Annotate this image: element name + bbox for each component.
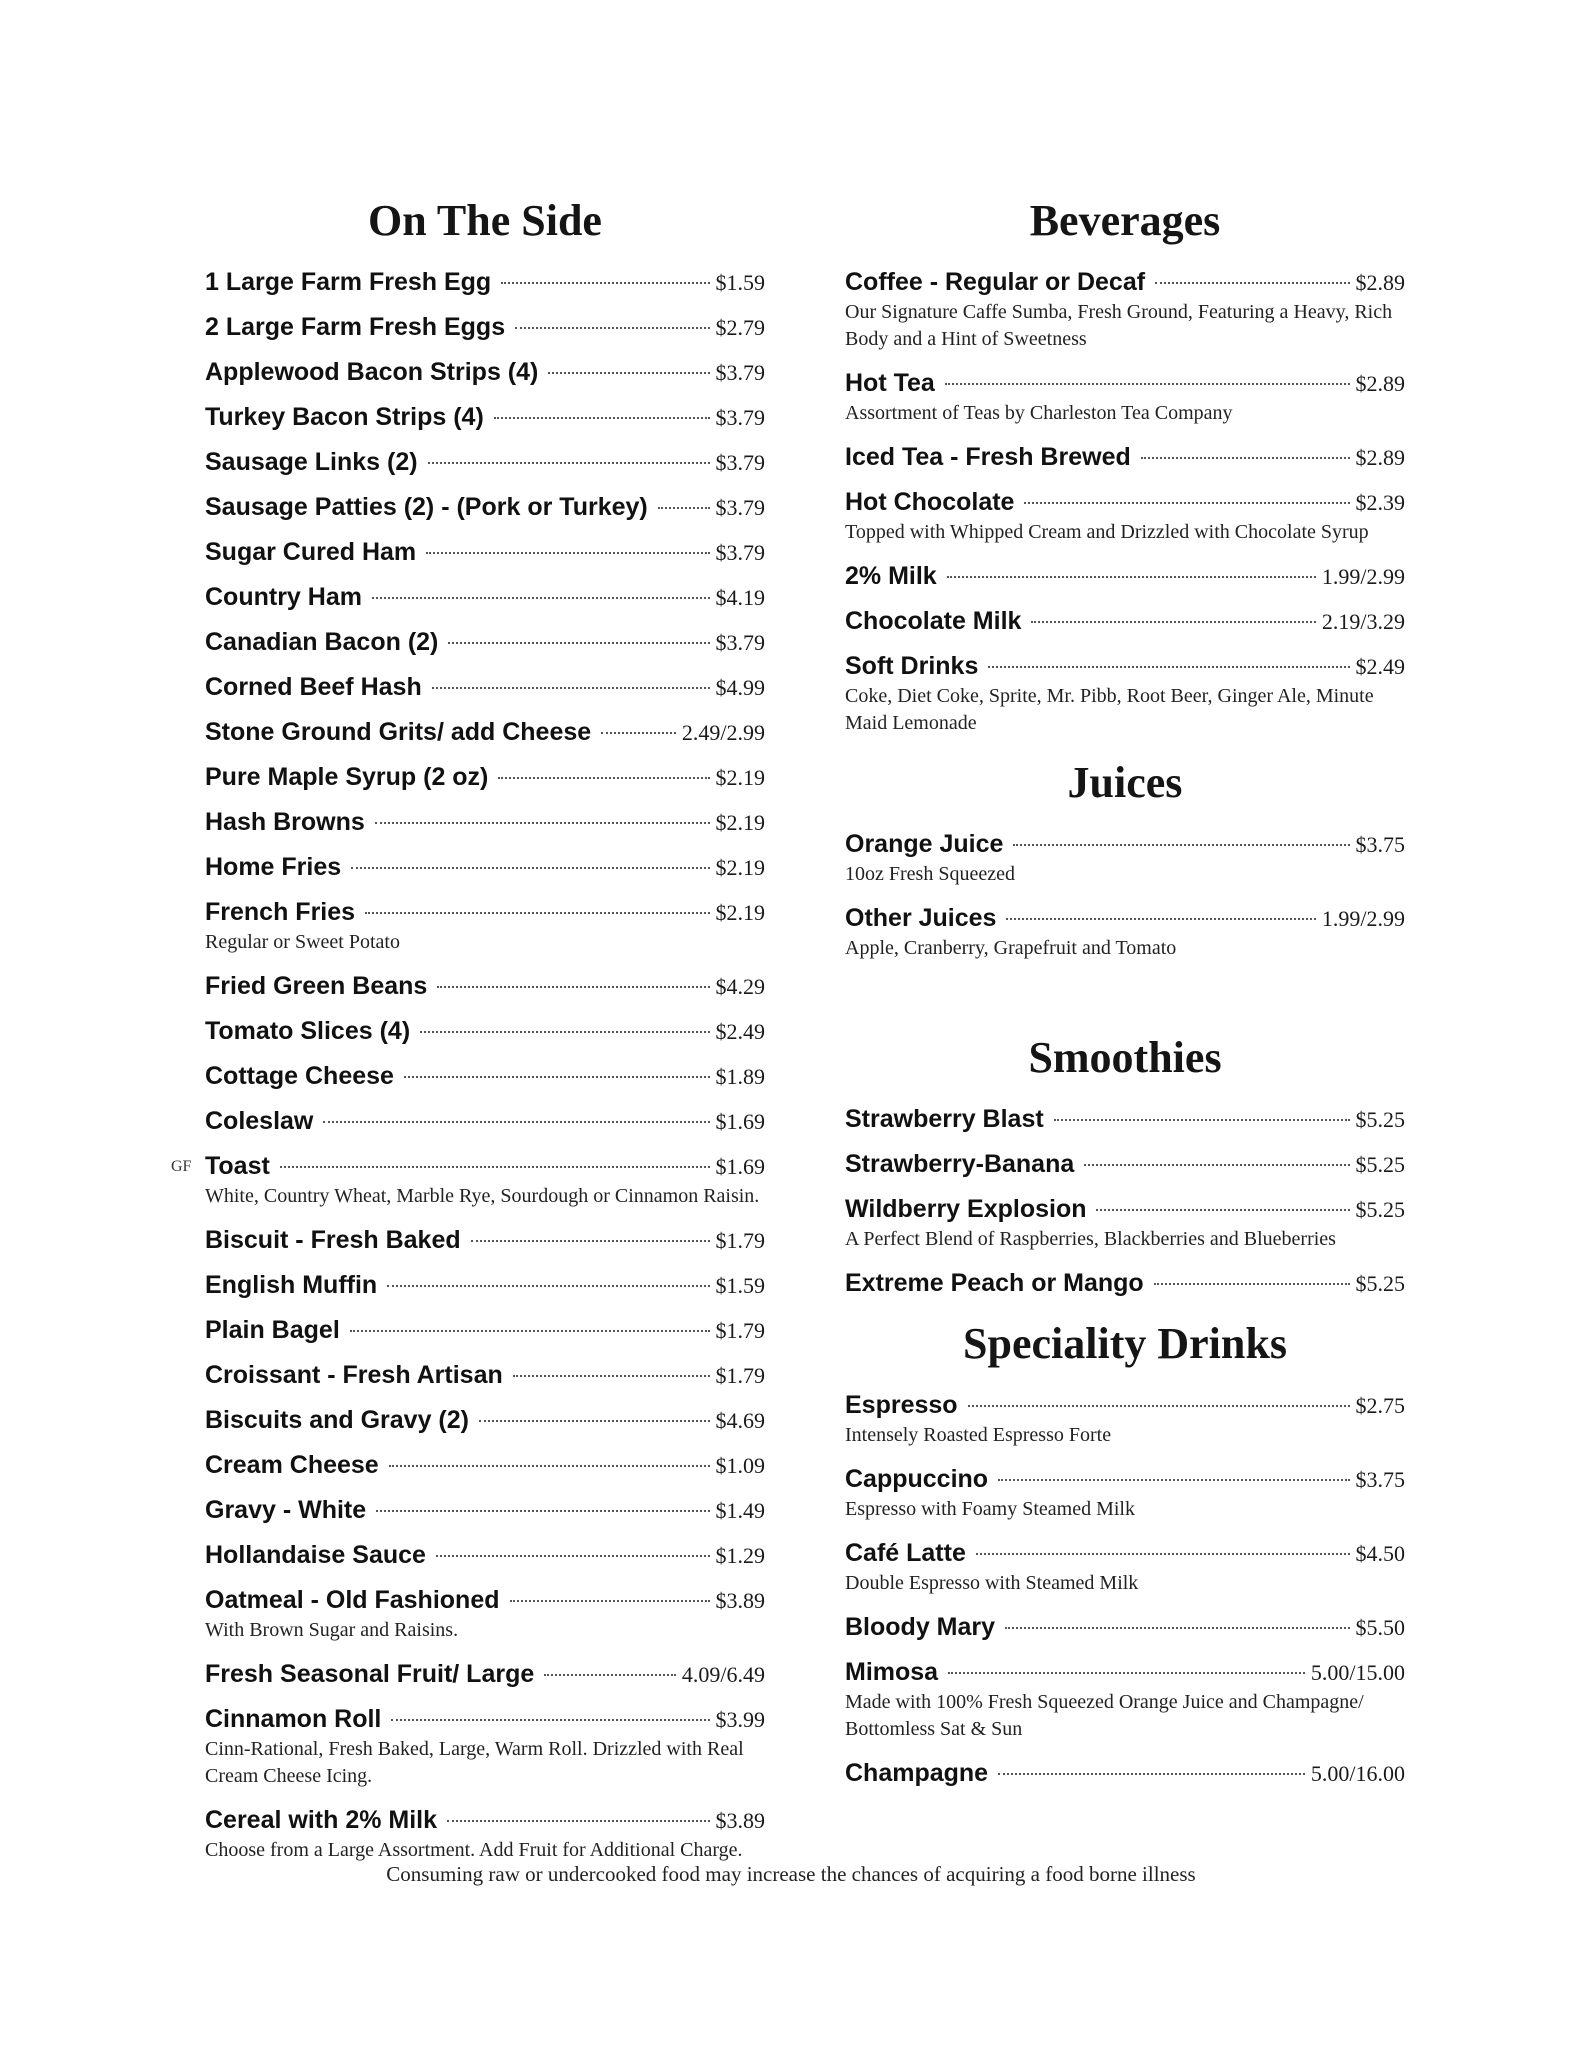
item-price: 5.00/16.00 <box>1310 1761 1405 1786</box>
item-price: $3.75 <box>1355 1467 1405 1492</box>
dot-leader <box>1096 1209 1349 1211</box>
section-title: On The Side <box>368 196 602 245</box>
menu-item <box>205 1226 765 1255</box>
item-price: $4.99 <box>715 675 765 700</box>
menu-item <box>845 1465 1405 1523</box>
menu-item <box>205 628 765 657</box>
dot-leader <box>658 507 710 509</box>
dot-leader <box>1006 918 1315 920</box>
section-speciality-drinks <box>845 1318 1405 1788</box>
item-description: Coke, Diet Coke, Sprite, Mr. Pibb, Root Beer, Ginger Ale, Minute Maid Lemonade <box>845 685 1374 734</box>
section-title: Smoothies <box>1028 1033 1222 1082</box>
item-name: Pure Maple Syrup (2 oz) <box>205 763 489 791</box>
item-price: $1.89 <box>715 1064 765 1089</box>
dot-leader <box>1054 1119 1350 1121</box>
item-price: $3.79 <box>715 630 765 655</box>
item-description: Assortment of Teas by Charleston Tea Company <box>845 402 1233 424</box>
item-name: Extreme Peach or Mango <box>845 1269 1144 1297</box>
dot-leader <box>471 1240 710 1242</box>
item-price: $5.25 <box>1355 1107 1405 1132</box>
item-name: 1 Large Farm Fresh Egg <box>205 268 492 296</box>
item-description: Our Signature Caffe Sumba, Fresh Ground, Featuring a Heavy, Rich Body and a Hint of Sweetness <box>845 301 1393 350</box>
item-price: $4.19 <box>715 585 765 610</box>
item-price: $5.25 <box>1355 1271 1405 1296</box>
item-price: $1.29 <box>715 1543 765 1568</box>
section-on-the-side <box>171 195 765 1864</box>
menu-item <box>205 1361 765 1390</box>
food-safety-disclaimer: Consuming raw or undercooked food may increase the chances of acquiring a food borne illness <box>386 1862 1196 1886</box>
menu-item <box>845 830 1405 888</box>
dot-leader <box>513 1375 710 1377</box>
dot-leader <box>515 327 709 329</box>
dot-leader <box>437 986 709 988</box>
item-name: Oatmeal - Old Fashioned <box>205 1586 500 1614</box>
item-description: Intensely Roasted Espresso Forte <box>845 1424 1112 1446</box>
item-price: 2.19/3.29 <box>1321 609 1405 634</box>
menu-item <box>205 898 765 956</box>
dot-leader <box>350 1330 710 1332</box>
menu-item <box>205 313 765 342</box>
left-column <box>171 195 765 1884</box>
dot-leader <box>548 372 709 374</box>
item-price: 4.09/6.49 <box>681 1662 765 1687</box>
dot-leader <box>479 1420 710 1422</box>
dot-leader <box>945 383 1350 385</box>
item-name: Strawberry-Banana <box>845 1150 1075 1178</box>
item-name: Home Fries <box>205 853 342 881</box>
dot-leader <box>432 687 710 689</box>
item-price: $4.50 <box>1355 1541 1405 1566</box>
menu-item <box>845 1105 1405 1134</box>
item-price: $3.89 <box>715 1808 765 1833</box>
menu-item <box>205 1062 765 1091</box>
item-description: Double Espresso with Steamed Milk <box>845 1572 1139 1594</box>
item-price: $1.69 <box>715 1154 765 1179</box>
item-name: Sausage Links (2) <box>205 448 418 476</box>
section-title: Juices <box>1067 758 1183 807</box>
menu-item <box>205 763 765 792</box>
right-column <box>845 195 1405 1808</box>
menu-item <box>845 1613 1405 1642</box>
item-description: A Perfect Blend of Raspberries, Blackberries and Blueberries <box>845 1228 1336 1250</box>
item-price: $3.75 <box>1355 832 1405 857</box>
dot-leader <box>498 777 709 779</box>
item-name: Hot Chocolate <box>845 488 1015 516</box>
item-name: Bloody Mary <box>845 1613 996 1641</box>
section-juices <box>845 757 1405 962</box>
item-price: $3.79 <box>715 360 765 385</box>
item-name: Canadian Bacon (2) <box>205 628 439 656</box>
item-description: With Brown Sugar and Raisins. <box>205 1619 459 1641</box>
dot-leader <box>998 1479 1349 1481</box>
item-description: Espresso with Foamy Steamed Milk <box>845 1498 1135 1520</box>
item-name: Other Juices <box>845 904 997 932</box>
dot-leader <box>280 1166 710 1168</box>
item-price: 5.00/15.00 <box>1310 1660 1405 1685</box>
menu-item <box>845 443 1405 472</box>
item-description: Regular or Sweet Potato <box>205 931 400 953</box>
item-name: Country Ham <box>205 583 362 611</box>
dot-leader <box>544 1674 676 1676</box>
item-name: Strawberry Blast <box>845 1105 1044 1133</box>
dot-leader <box>1013 844 1349 846</box>
item-name: Biscuit - Fresh Baked <box>205 1226 461 1254</box>
menu-item <box>205 808 765 837</box>
item-name: Champagne <box>845 1759 989 1787</box>
menu-item <box>205 538 765 567</box>
item-name: Cappuccino <box>845 1465 989 1493</box>
dot-leader <box>447 1820 709 1822</box>
item-price: 1.99/2.99 <box>1321 564 1405 589</box>
dot-leader <box>968 1405 1350 1407</box>
item-name: Sugar Cured Ham <box>205 538 417 566</box>
dot-leader <box>436 1555 710 1557</box>
item-price: $1.69 <box>715 1109 765 1134</box>
item-name: Espresso <box>845 1391 958 1419</box>
section-title: Speciality Drinks <box>963 1319 1287 1368</box>
menu-item <box>205 1541 765 1570</box>
item-description: 10oz Fresh Squeezed <box>845 863 1015 885</box>
menu-item <box>845 268 1405 353</box>
item-name: Cottage Cheese <box>205 1062 394 1090</box>
item-name: English Muffin <box>205 1271 378 1299</box>
dot-leader <box>1141 457 1350 459</box>
menu-item <box>205 1451 765 1480</box>
menu-item <box>205 268 765 297</box>
dot-leader <box>501 282 709 284</box>
item-price: $2.79 <box>715 315 765 340</box>
menu-item <box>205 718 765 747</box>
menu-item <box>205 1406 765 1435</box>
menu-item <box>205 1705 765 1790</box>
item-price: $2.75 <box>1355 1393 1405 1418</box>
dot-leader <box>420 1031 709 1033</box>
dot-leader <box>1155 282 1349 284</box>
item-price: $3.79 <box>715 495 765 520</box>
section-beverages <box>845 195 1405 737</box>
dot-leader <box>601 732 676 734</box>
menu-item <box>205 1806 765 1864</box>
item-name: Stone Ground Grits/ add Cheese <box>205 718 592 746</box>
menu-item <box>845 1150 1405 1179</box>
item-price: 2.49/2.99 <box>681 720 765 745</box>
menu-item <box>205 1496 765 1525</box>
item-price: $3.89 <box>715 1588 765 1613</box>
item-name: Wildberry Explosion <box>845 1195 1087 1223</box>
item-name: Café Latte <box>845 1539 966 1567</box>
menu-item <box>205 403 765 432</box>
menu-item <box>205 493 765 522</box>
item-name: Tomato Slices (4) <box>205 1017 411 1045</box>
item-price: $1.49 <box>715 1498 765 1523</box>
item-price: $1.79 <box>715 1363 765 1388</box>
dot-leader <box>1005 1627 1349 1629</box>
item-name: Iced Tea - Fresh Brewed <box>845 443 1131 471</box>
item-price: $2.89 <box>1355 270 1405 295</box>
menu-item <box>845 1759 1405 1788</box>
item-name: Fried Green Beans <box>205 972 428 1000</box>
menu-item <box>171 1152 765 1210</box>
item-price: $2.39 <box>1355 490 1405 515</box>
menu-item <box>205 1660 765 1689</box>
item-price: $2.89 <box>1355 445 1405 470</box>
menu-item <box>205 1017 765 1046</box>
item-price: $5.25 <box>1355 1197 1405 1222</box>
gluten-free-tag: GF <box>171 1158 192 1175</box>
item-price: $4.29 <box>715 974 765 999</box>
menu-item <box>845 904 1405 962</box>
item-description: Made with 100% Fresh Squeezed Orange Juice and Champagne/ Bottomless Sat & Sun <box>845 1691 1364 1740</box>
menu-item <box>845 1539 1405 1597</box>
menu-item <box>845 1195 1405 1253</box>
dot-leader <box>1084 1164 1349 1166</box>
menu-item <box>205 1316 765 1345</box>
item-price: $3.99 <box>715 1707 765 1732</box>
item-name: Cereal with 2% Milk <box>205 1806 438 1834</box>
menu-item <box>205 853 765 882</box>
item-price: $1.79 <box>715 1318 765 1343</box>
item-price: $5.50 <box>1355 1615 1405 1640</box>
dot-leader <box>404 1076 710 1078</box>
dot-leader <box>448 642 709 644</box>
item-price: $3.79 <box>715 405 765 430</box>
dot-leader <box>428 462 710 464</box>
item-price: $4.69 <box>715 1408 765 1433</box>
item-name: Hollandaise Sauce <box>205 1541 426 1569</box>
item-name: French Fries <box>205 898 356 926</box>
menu-item <box>845 369 1405 427</box>
item-name: Biscuits and Gravy (2) <box>205 1406 469 1434</box>
item-price: $3.79 <box>715 540 765 565</box>
item-name: Gravy - White <box>205 1496 367 1524</box>
dot-leader <box>948 1672 1305 1674</box>
menu-item <box>205 1586 765 1644</box>
item-name: Orange Juice <box>845 830 1004 858</box>
item-name: Coffee - Regular or Decaf <box>845 268 1146 296</box>
item-name: Coleslaw <box>205 1107 314 1135</box>
item-name: Sausage Patties (2) - (Pork or Turkey) <box>205 493 648 521</box>
menu-item <box>205 972 765 1001</box>
item-name: Turkey Bacon Strips (4) <box>205 403 484 431</box>
dot-leader <box>976 1553 1350 1555</box>
item-name: Chocolate Milk <box>845 607 1022 635</box>
item-name: Toast <box>205 1152 270 1180</box>
menu-item <box>205 583 765 612</box>
item-price: $2.19 <box>715 765 765 790</box>
menu-item <box>845 1658 1405 1743</box>
item-name: Hash Browns <box>205 808 365 836</box>
item-description: Apple, Cranberry, Grapefruit and Tomato <box>845 937 1177 959</box>
item-price: $1.79 <box>715 1228 765 1253</box>
menu-item <box>205 673 765 702</box>
dot-leader <box>494 417 710 419</box>
item-name: Plain Bagel <box>205 1316 340 1344</box>
item-price: $3.79 <box>715 450 765 475</box>
item-name: Corned Beef Hash <box>205 673 422 701</box>
item-name: Applewood Bacon Strips (4) <box>205 358 539 386</box>
item-name: Mimosa <box>845 1658 939 1686</box>
dot-leader <box>1154 1283 1350 1285</box>
item-name: Soft Drinks <box>845 652 979 680</box>
dot-leader <box>351 867 709 869</box>
dot-leader <box>947 576 1316 578</box>
dot-leader <box>391 1719 709 1721</box>
item-name: Fresh Seasonal Fruit/ Large <box>205 1660 535 1688</box>
item-name: Hot Tea <box>845 369 935 397</box>
dot-leader <box>988 666 1349 668</box>
item-name: Cinnamon Roll <box>205 1705 382 1733</box>
dot-leader <box>323 1121 709 1123</box>
item-price: $2.89 <box>1355 371 1405 396</box>
menu-item <box>845 1269 1405 1298</box>
dot-leader <box>387 1285 709 1287</box>
menu-item <box>845 1391 1405 1449</box>
dot-leader <box>365 912 709 914</box>
menu-item <box>845 488 1405 546</box>
item-description: White, Country Wheat, Marble Rye, Sourdough or Cinnamon Raisin. <box>205 1185 760 1207</box>
dot-leader <box>510 1600 710 1602</box>
menu-item <box>845 652 1405 737</box>
item-price: 1.99/2.99 <box>1321 906 1405 931</box>
item-price: $5.25 <box>1355 1152 1405 1177</box>
menu-item <box>205 448 765 477</box>
item-price: $1.59 <box>715 1273 765 1298</box>
dot-leader <box>1024 502 1349 504</box>
item-name: 2% Milk <box>845 562 937 590</box>
item-price: $2.19 <box>715 900 765 925</box>
menu-item <box>205 358 765 387</box>
item-price: $2.49 <box>715 1019 765 1044</box>
item-price: $1.09 <box>715 1453 765 1478</box>
item-name: Croissant - Fresh Artisan <box>205 1361 503 1389</box>
menu-item <box>845 562 1405 591</box>
menu-item <box>205 1107 765 1136</box>
dot-leader <box>998 1773 1305 1775</box>
item-description: Choose from a Large Assortment. Add Fruit for Additional Charge. <box>205 1839 743 1861</box>
item-price: $2.19 <box>715 810 765 835</box>
menu-item <box>205 1271 765 1300</box>
item-description: Topped with Whipped Cream and Drizzled with Chocolate Syrup <box>845 521 1369 543</box>
item-name: 2 Large Farm Fresh Eggs <box>205 313 506 341</box>
section-smoothies <box>845 1032 1405 1298</box>
dot-leader <box>372 597 710 599</box>
dot-leader <box>426 552 709 554</box>
item-price: $2.19 <box>715 855 765 880</box>
dot-leader <box>376 1510 709 1512</box>
menu-item <box>845 607 1405 636</box>
dot-leader <box>375 822 710 824</box>
dot-leader <box>389 1465 710 1467</box>
item-price: $1.59 <box>715 270 765 295</box>
dot-leader <box>1031 621 1315 623</box>
section-title: Beverages <box>1029 196 1221 245</box>
item-description: Cinn-Rational, Fresh Baked, Large, Warm Roll. Drizzled with Real Cream Cheese Icing. <box>205 1738 744 1787</box>
item-price: $2.49 <box>1355 654 1405 679</box>
item-name: Cream Cheese <box>205 1451 379 1479</box>
